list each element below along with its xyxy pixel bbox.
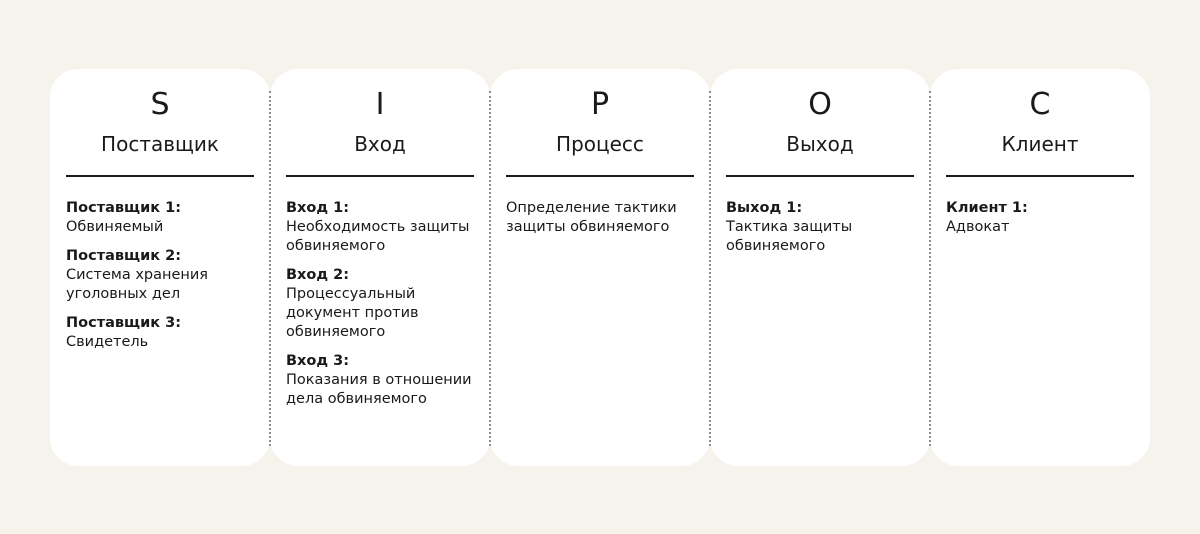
item-label: Выход 1: xyxy=(726,200,803,216)
item-label: Клиент 1: xyxy=(946,200,1028,216)
item-text: Показания в отношении xyxy=(286,372,472,388)
column-process xyxy=(490,69,710,466)
item-text: защиты обвиняемого xyxy=(506,219,670,235)
sipoc-diagram xyxy=(50,69,1150,466)
column-items xyxy=(946,199,1142,247)
item-label: Поставщик 2: xyxy=(66,248,182,264)
column-letter: P xyxy=(590,87,610,122)
column-rule xyxy=(506,175,694,177)
column-letter: C xyxy=(1029,87,1051,122)
column-items xyxy=(286,199,482,419)
item-text: Система хранения xyxy=(66,267,209,283)
item-label: Вход 3: xyxy=(286,353,350,369)
item-text: Процессуальный xyxy=(286,286,416,302)
item-label: Поставщик 3: xyxy=(66,315,182,331)
item-text: Необходимость защиты xyxy=(286,219,470,235)
column-rule xyxy=(66,175,254,177)
column-output xyxy=(710,69,930,466)
item-label: Поставщик 1: xyxy=(66,200,182,216)
list-item xyxy=(286,352,482,409)
item-text: Определение тактики xyxy=(506,200,677,216)
list-item xyxy=(946,199,1142,237)
item-text: Тактика защиты xyxy=(726,219,853,235)
column-input xyxy=(270,69,490,466)
column-rule xyxy=(726,175,914,177)
item-text: обвиняемого xyxy=(726,238,826,254)
column-supplier xyxy=(50,69,270,466)
column-letter: I xyxy=(375,87,385,122)
column-rule xyxy=(946,175,1134,177)
item-text: дела обвиняемого xyxy=(286,391,427,407)
column-divider xyxy=(929,91,931,446)
item-text: документ против xyxy=(286,305,419,321)
list-item xyxy=(506,199,702,237)
list-item xyxy=(286,199,482,256)
column-divider xyxy=(269,91,271,446)
column-customer xyxy=(930,69,1150,466)
list-item xyxy=(66,247,262,304)
column-items xyxy=(506,199,702,247)
column-title: Вход xyxy=(354,132,406,156)
item-text: уголовных дел xyxy=(66,286,181,302)
column-title: Процесс xyxy=(556,132,644,156)
item-text: Обвиняемый xyxy=(66,219,164,235)
item-text: Адвокат xyxy=(946,219,1010,235)
item-label: Вход 2: xyxy=(286,267,350,283)
column-title: Поставщик xyxy=(101,132,219,156)
column-divider xyxy=(709,91,711,446)
column-items xyxy=(66,199,262,362)
item-text: Свидетель xyxy=(66,334,149,350)
item-text: обвиняемого xyxy=(286,238,386,254)
list-item xyxy=(66,314,262,352)
column-rule xyxy=(286,175,474,177)
item-text: обвиняемого xyxy=(286,324,386,340)
column-letter: O xyxy=(808,87,832,122)
list-item xyxy=(726,199,922,256)
column-letter: S xyxy=(150,87,170,122)
column-title: Выход xyxy=(786,132,854,156)
column-divider xyxy=(489,91,491,446)
column-items xyxy=(726,199,922,266)
column-title: Клиент xyxy=(1001,132,1079,156)
list-item xyxy=(66,199,262,237)
item-label: Вход 1: xyxy=(286,200,350,216)
list-item xyxy=(286,266,482,342)
